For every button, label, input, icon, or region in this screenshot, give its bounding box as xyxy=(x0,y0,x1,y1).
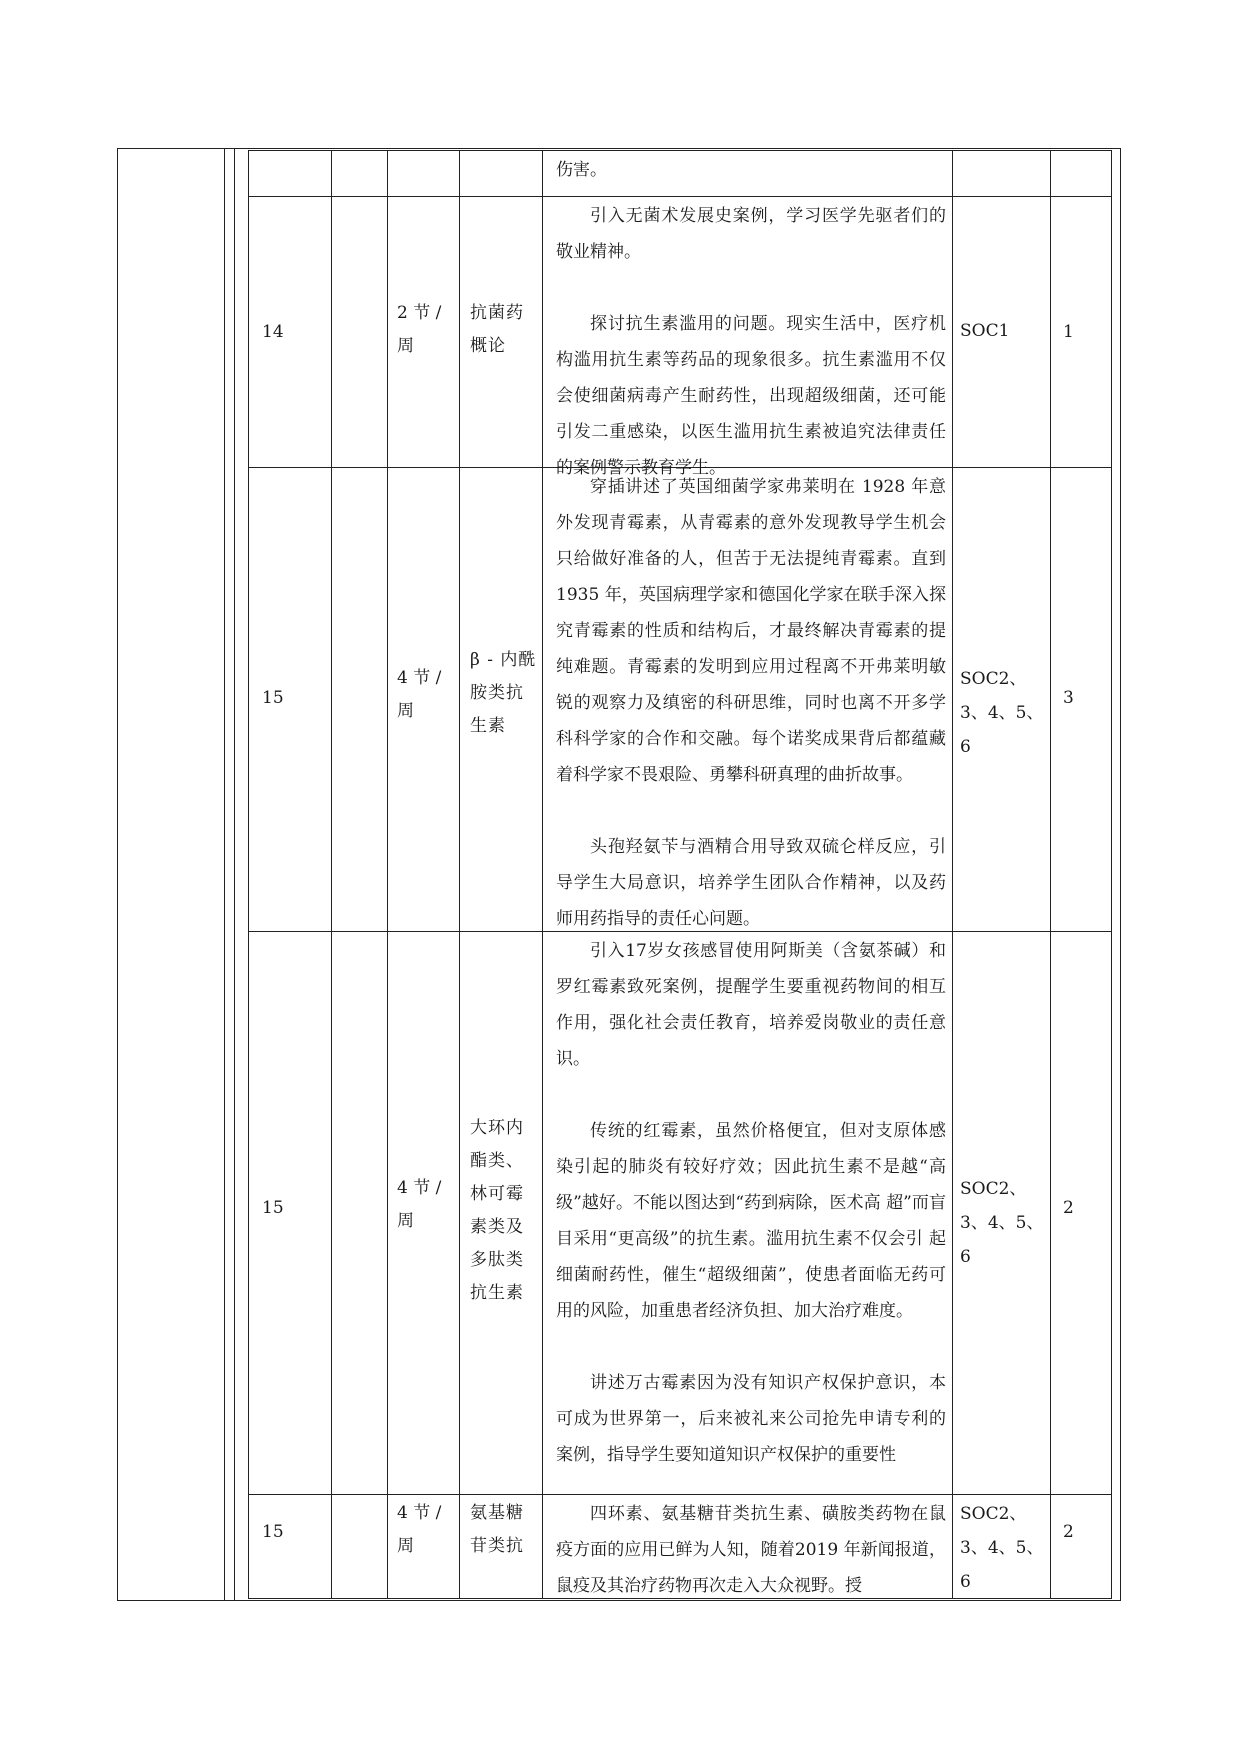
support-level: 1 xyxy=(1063,322,1074,342)
class-hours: 4 节 / 周 xyxy=(397,1503,442,1556)
content-paragraph: 讲述万古霉素因为没有知识产权保护意识，本可成为世界第一，后来被礼来公司抢先申请专利的案例，指导学生要知道知识产权保护的重要性 xyxy=(556,1373,946,1465)
column-divider xyxy=(224,148,225,1601)
row-divider xyxy=(248,196,1112,197)
support-level: 3 xyxy=(1063,688,1074,708)
class-hours: 2 节 / 周 xyxy=(397,303,442,356)
class-hours: 4 节 / 周 xyxy=(397,1178,442,1231)
soc-codes: SOC2、3、4、5、6 xyxy=(960,1504,1044,1592)
row-content xyxy=(556,933,946,1473)
content-paragraph: 传统的红霉素，虽然价格便宜，但对支原体感染引起的肺炎有较好疗效；因此抗生素不是越“高级”越好。不能以图达到“药到病除，医术高 超”而盲目采用“更高级”的抗生素。滥用抗生素不仅会引 起细菌耐药性，催生“超级细菌”，使患者面临无药可用的风险，加重患者经济负担、加大治疗难度。 xyxy=(556,1121,946,1321)
content-paragraph: 穿插讲述了英国细菌学家弗莱明在 1928 年意外发现青霉素，从青霉素的意外发现教导学生机会只给做好准备的人，但苦于无法提纯青霉素。直到 1935 年，英国病理学家和德国化学家在联手深入探究青霉素的性质和结构后，才最终解决青霉素的提纯难题。青霉素的发明到应用过程离不开弗莱明敏锐的观察力及缜密的科研思维，同时也离不开多学科科学家的合作和交融。每个诺奖成果背后都蕴藏着科学家不畏艰险、勇攀科研真理的曲折故事。 xyxy=(556,477,946,785)
column-divider xyxy=(459,150,460,1599)
row-content xyxy=(556,469,946,937)
chapter-topic: β - 内酰胺类抗生素 xyxy=(470,650,537,736)
content-paragraph: 探讨抗生素滥用的问题。现实生活中，医疗机构滥用抗生素等药品的现象很多。抗生素滥用不仅会使细菌病毒产生耐药性，出现超级细菌，还可能引发二重感染，以医生滥用抗生素被追究法律责任的案例警示教育学生。 xyxy=(556,314,946,478)
week-number: 15 xyxy=(262,1522,284,1542)
row-content xyxy=(556,198,946,486)
week-number: 15 xyxy=(262,1198,284,1218)
class-hours: 4 节 / 周 xyxy=(397,668,442,721)
row-content xyxy=(556,1496,946,1604)
content-paragraph: 伤害。 xyxy=(556,160,607,180)
content-paragraph: 引入17岁女孩感冒使用阿斯美（含氨茶碱）和罗红霉素致死案例，提醒学生要重视药物间的相互作用，强化社会责任教育，培养爱岗敬业的责任意识。 xyxy=(556,941,946,1069)
soc-codes: SOC2、3、4、5、6 xyxy=(960,1179,1044,1267)
content-paragraph: 头孢羟氨苄与酒精合用导致双硫仑样反应，引导学生大局意识，培养学生团队合作精神，以及药师用药指导的责任心问题。 xyxy=(556,837,946,929)
row-divider xyxy=(248,1494,1112,1495)
chapter-topic: 大环内酯类、林可霉素类及多肽类抗生素 xyxy=(470,1118,524,1303)
column-divider xyxy=(234,148,235,1601)
soc-codes: SOC1 xyxy=(960,321,1010,341)
content-paragraph: 四环素、氨基糖苷类抗生素、磺胺类药物在鼠疫方面的应用已鲜为人知，随着2019 年新闻报道，鼠疫及其治疗药物再次走入大众视野。授 xyxy=(556,1504,946,1596)
column-divider xyxy=(542,150,543,1599)
content-paragraph: 引入无菌术发展史案例，学习医学先驱者们的敬业精神。 xyxy=(556,206,946,262)
column-divider xyxy=(387,150,388,1599)
week-number: 15 xyxy=(262,688,284,708)
column-divider xyxy=(1050,150,1051,1599)
soc-codes: SOC2、3、4、5、6 xyxy=(960,669,1044,757)
week-number: 14 xyxy=(262,322,284,342)
support-level: 2 xyxy=(1063,1522,1074,1542)
column-divider xyxy=(331,150,332,1599)
chapter-topic: 抗菌药概论 xyxy=(470,303,524,356)
support-level: 2 xyxy=(1063,1198,1074,1218)
chapter-topic: 氨基糖苷类抗 xyxy=(470,1503,524,1556)
column-divider xyxy=(952,150,953,1599)
row-content xyxy=(556,152,946,188)
